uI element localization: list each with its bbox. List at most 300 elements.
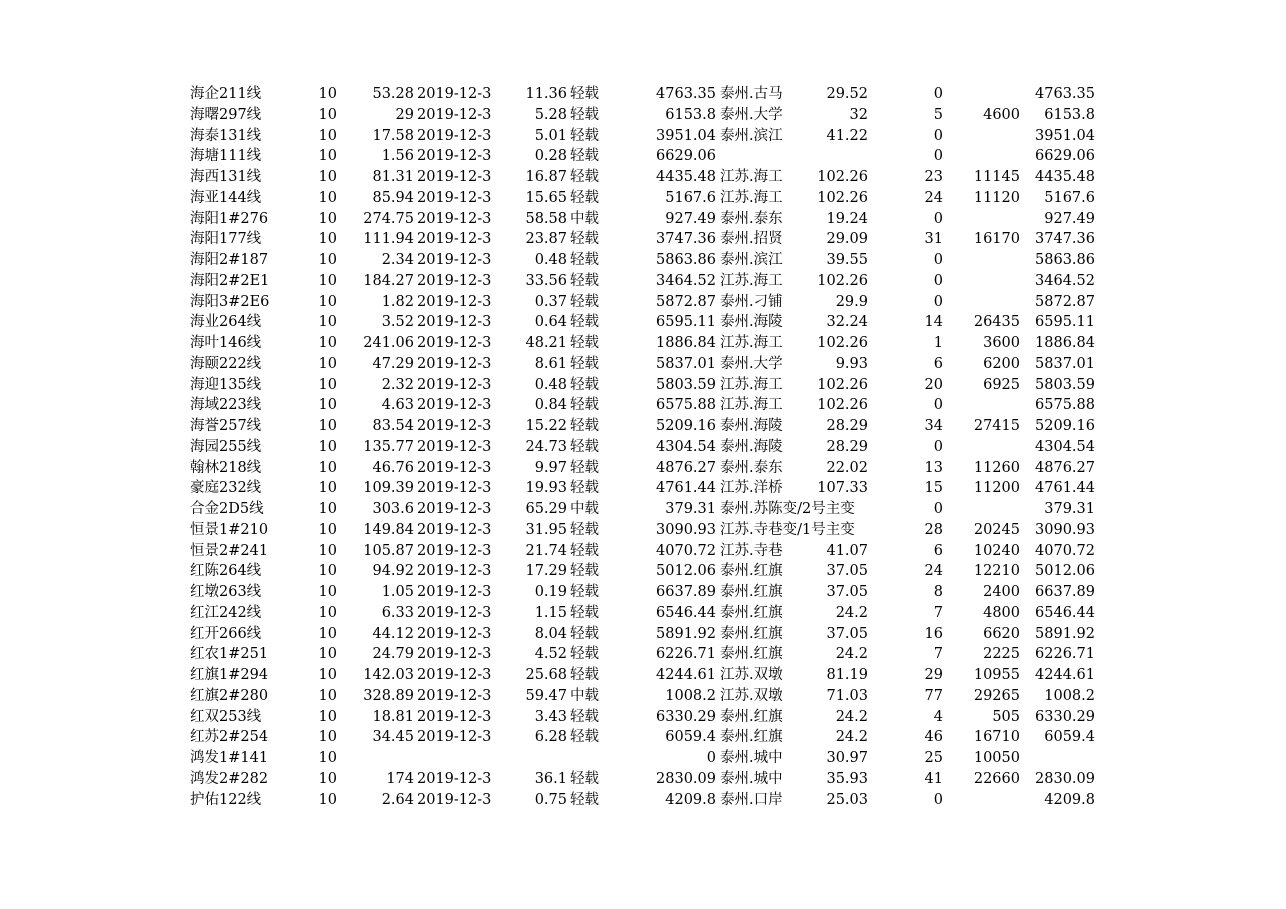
load-rate-cell[interactable]: 65.29 — [525, 501, 567, 517]
line-name-cell[interactable]: 豪庭232线 — [190, 480, 262, 497]
line-name-cell[interactable]: 合金2D5线 — [190, 501, 264, 517]
count-cell[interactable]: 28 — [924, 521, 943, 538]
available-capacity-cell[interactable]: 1886.84 — [1035, 335, 1095, 351]
length-cell[interactable]: 37.05 — [826, 625, 868, 642]
date-cell[interactable]: 2019-12-3 — [417, 210, 492, 227]
date-cell[interactable]: 2019-12-3 — [417, 86, 492, 102]
available-capacity-cell[interactable]: 4876.27 — [1035, 459, 1095, 476]
load-rate-cell[interactable]: 3.43 — [534, 708, 567, 725]
substation-cell[interactable]: 江苏.海工 — [720, 189, 783, 206]
capacity-cell[interactable]: 6629.06 — [656, 148, 716, 165]
current-cell[interactable]: 303.6 — [372, 501, 414, 517]
load-status-cell[interactable]: 轻载 — [570, 770, 599, 787]
date-cell[interactable]: 2019-12-3 — [417, 272, 492, 289]
current-cell[interactable]: 142.03 — [363, 667, 414, 683]
count-cell[interactable]: 0 — [933, 501, 943, 517]
users-cell[interactable]: 26435 — [973, 314, 1020, 331]
length-cell[interactable]: 28.29 — [826, 438, 868, 455]
current-cell[interactable]: 94.92 — [372, 563, 414, 580]
available-capacity-cell[interactable]: 1008.2 — [1044, 687, 1095, 704]
count-cell[interactable]: 1 — [933, 335, 943, 351]
capacity-cell[interactable]: 6546.44 — [656, 604, 716, 621]
date-cell[interactable]: 2019-12-3 — [417, 314, 492, 331]
substation-cell[interactable] — [720, 146, 796, 167]
load-status-cell[interactable]: 轻载 — [570, 438, 599, 455]
users-cell[interactable]: 11260 — [973, 459, 1020, 476]
available-capacity-cell[interactable]: 5209.16 — [1035, 418, 1095, 434]
current-cell[interactable]: 47.29 — [372, 355, 414, 372]
available-capacity-cell[interactable]: 2830.09 — [1035, 770, 1095, 787]
available-capacity-cell[interactable]: 6629.06 — [1035, 148, 1095, 165]
load-status-cell[interactable]: 轻载 — [570, 376, 599, 393]
load-status-cell[interactable]: 轻载 — [570, 106, 599, 123]
current-cell[interactable]: 17.58 — [372, 127, 414, 144]
load-rate-cell[interactable]: 31.95 — [525, 521, 567, 538]
users-cell[interactable]: 10240 — [973, 542, 1020, 559]
length-cell[interactable]: 32 — [849, 106, 868, 123]
current-cell[interactable]: 174 — [386, 770, 414, 787]
load-status-cell[interactable]: 中载 — [570, 687, 599, 704]
load-rate-cell[interactable]: 11.36 — [525, 86, 567, 102]
capacity-cell[interactable]: 4435.48 — [656, 169, 716, 185]
available-capacity-cell[interactable]: 3464.52 — [1035, 272, 1095, 289]
line-name-cell[interactable]: 鸿发1#141 — [190, 750, 269, 766]
date-cell[interactable]: 2019-12-3 — [417, 231, 492, 248]
voltage-cell[interactable]: 10 — [318, 189, 337, 206]
users-cell[interactable]: 11145 — [973, 169, 1020, 185]
voltage-cell[interactable]: 10 — [318, 314, 337, 331]
count-cell[interactable]: 41 — [924, 770, 943, 787]
users-cell[interactable]: 505 — [992, 708, 1020, 725]
count-cell[interactable]: 14 — [924, 314, 943, 331]
length-cell[interactable]: 28.29 — [826, 418, 868, 434]
substation-cell[interactable]: 泰州.海陵 — [720, 314, 783, 331]
load-status-cell[interactable]: 轻载 — [570, 293, 599, 310]
available-capacity-cell[interactable]: 6059.4 — [1044, 729, 1095, 746]
line-name-cell[interactable]: 红双253线 — [190, 708, 262, 725]
load-rate-cell[interactable]: 36.1 — [534, 770, 567, 787]
load-status-cell[interactable]: 轻载 — [570, 127, 599, 144]
current-cell[interactable] — [350, 748, 414, 769]
line-name-cell[interactable]: 护佑122线 — [190, 791, 262, 808]
substation-cell[interactable]: 泰州.大学 — [720, 355, 783, 372]
current-cell[interactable]: 24.79 — [372, 646, 414, 663]
line-name-cell[interactable]: 海塘111线 — [190, 148, 262, 165]
available-capacity-cell[interactable]: 927.49 — [1044, 210, 1095, 227]
users-cell[interactable]: 6200 — [983, 355, 1020, 372]
count-cell[interactable]: 23 — [924, 169, 943, 185]
available-capacity-cell[interactable]: 3951.04 — [1035, 127, 1095, 144]
capacity-cell[interactable]: 6226.71 — [656, 646, 716, 663]
load-status-cell[interactable]: 轻载 — [570, 418, 599, 434]
load-rate-cell[interactable]: 4.52 — [534, 646, 567, 663]
substation-cell[interactable]: 江苏.海工 — [720, 335, 783, 351]
available-capacity-cell[interactable]: 6546.44 — [1035, 604, 1095, 621]
count-cell[interactable]: 0 — [933, 438, 943, 455]
date-cell[interactable]: 2019-12-3 — [417, 646, 492, 663]
load-status-cell[interactable]: 轻载 — [570, 480, 599, 497]
available-capacity-cell[interactable]: 4244.61 — [1035, 667, 1095, 683]
capacity-cell[interactable]: 3747.36 — [656, 231, 716, 248]
date-cell[interactable]: 2019-12-3 — [417, 791, 492, 808]
voltage-cell[interactable]: 10 — [318, 625, 337, 642]
length-cell[interactable]: 35.93 — [826, 770, 868, 787]
substation-cell[interactable]: 泰州.大学 — [720, 106, 783, 123]
load-rate-cell[interactable]: 17.29 — [525, 563, 567, 580]
length-cell[interactable]: 41.07 — [826, 542, 868, 559]
line-name-cell[interactable]: 红陈264线 — [190, 563, 262, 580]
length-cell[interactable]: 24.2 — [835, 708, 868, 725]
date-cell[interactable]: 2019-12-3 — [417, 418, 492, 434]
capacity-cell[interactable]: 5167.6 — [665, 189, 716, 206]
length-cell[interactable]: 29.09 — [826, 231, 868, 248]
capacity-cell[interactable]: 3090.93 — [656, 521, 716, 538]
date-cell[interactable]: 2019-12-3 — [417, 148, 492, 165]
length-cell[interactable]: 29.52 — [826, 86, 868, 102]
count-cell[interactable]: 6 — [933, 542, 943, 559]
available-capacity-cell[interactable]: 6595.11 — [1035, 314, 1095, 331]
substation-cell[interactable]: 江苏.寺巷变/1号主变 — [720, 521, 855, 538]
count-cell[interactable]: 6 — [933, 355, 943, 372]
substation-cell[interactable]: 泰州.海陵 — [720, 438, 783, 455]
current-cell[interactable]: 81.31 — [372, 169, 414, 185]
substation-cell[interactable]: 泰州.海陵 — [720, 418, 783, 434]
load-status-cell[interactable]: 轻载 — [570, 148, 599, 165]
current-cell[interactable]: 53.28 — [372, 86, 414, 102]
substation-cell[interactable]: 江苏.双墩 — [720, 667, 783, 683]
capacity-cell[interactable]: 6595.11 — [656, 314, 716, 331]
load-status-cell[interactable]: 轻载 — [570, 335, 599, 351]
count-cell[interactable]: 5 — [933, 106, 943, 123]
current-cell[interactable]: 149.84 — [363, 521, 414, 538]
substation-cell[interactable]: 江苏.海工 — [720, 169, 783, 185]
users-cell[interactable]: 12210 — [973, 563, 1020, 580]
substation-cell[interactable]: 泰州.红旗 — [720, 646, 783, 663]
length-cell[interactable]: 29.9 — [835, 293, 868, 310]
available-capacity-cell[interactable]: 5803.59 — [1035, 376, 1095, 393]
users-cell[interactable] — [950, 209, 1020, 230]
line-name-cell[interactable]: 红江242线 — [190, 604, 262, 621]
line-name-cell[interactable]: 海泰131线 — [190, 127, 262, 144]
length-cell[interactable]: 107.33 — [817, 480, 868, 497]
voltage-cell[interactable]: 10 — [318, 148, 337, 165]
line-name-cell[interactable]: 海阳2#2E1 — [190, 272, 270, 289]
substation-cell[interactable]: 泰州.滨江 — [720, 127, 783, 144]
length-cell[interactable]: 22.02 — [826, 459, 868, 476]
load-rate-cell[interactable]: 0.28 — [534, 148, 567, 165]
users-cell[interactable]: 22660 — [973, 770, 1020, 787]
current-cell[interactable]: 135.77 — [363, 438, 414, 455]
line-name-cell[interactable]: 红开266线 — [190, 625, 262, 642]
count-cell[interactable]: 0 — [933, 86, 943, 102]
load-rate-cell[interactable]: 33.56 — [525, 272, 567, 289]
load-rate-cell[interactable]: 0.84 — [534, 397, 567, 414]
voltage-cell[interactable]: 10 — [318, 127, 337, 144]
load-status-cell[interactable]: 中载 — [570, 501, 599, 517]
load-rate-cell[interactable]: 5.01 — [534, 127, 567, 144]
current-cell[interactable]: 46.76 — [372, 459, 414, 476]
substation-cell[interactable]: 泰州.城中 — [720, 750, 783, 766]
length-cell[interactable]: 24.2 — [835, 604, 868, 621]
date-cell[interactable]: 2019-12-3 — [417, 252, 492, 268]
count-cell[interactable]: 7 — [933, 646, 943, 663]
line-name-cell[interactable]: 海迎135线 — [190, 376, 262, 393]
capacity-cell[interactable]: 0 — [706, 750, 716, 766]
capacity-cell[interactable]: 4070.72 — [656, 542, 716, 559]
length-cell[interactable]: 81.19 — [826, 667, 868, 683]
current-cell[interactable]: 3.52 — [381, 314, 414, 331]
voltage-cell[interactable]: 10 — [318, 542, 337, 559]
available-capacity-cell[interactable]: 6637.89 — [1035, 584, 1095, 600]
date-cell[interactable]: 2019-12-3 — [417, 106, 492, 123]
current-cell[interactable]: 44.12 — [372, 625, 414, 642]
count-cell[interactable]: 25 — [924, 750, 943, 766]
date-cell[interactable]: 2019-12-3 — [417, 584, 492, 600]
load-rate-cell[interactable]: 58.58 — [525, 210, 567, 227]
length-cell[interactable]: 37.05 — [826, 563, 868, 580]
line-name-cell[interactable]: 红农1#251 — [190, 646, 269, 663]
voltage-cell[interactable]: 10 — [318, 418, 337, 434]
load-status-cell[interactable] — [570, 748, 606, 769]
voltage-cell[interactable]: 10 — [318, 770, 337, 787]
users-cell[interactable]: 11200 — [973, 480, 1020, 497]
count-cell[interactable]: 13 — [924, 459, 943, 476]
load-rate-cell[interactable]: 48.21 — [525, 335, 567, 351]
length-cell[interactable] — [800, 499, 868, 520]
substation-cell[interactable]: 泰州.红旗 — [720, 729, 783, 746]
count-cell[interactable]: 20 — [924, 376, 943, 393]
substation-cell[interactable]: 泰州.红旗 — [720, 625, 783, 642]
available-capacity-cell[interactable]: 6330.29 — [1035, 708, 1095, 725]
count-cell[interactable]: 24 — [924, 189, 943, 206]
line-name-cell[interactable]: 海企211线 — [190, 86, 262, 102]
current-cell[interactable]: 1.05 — [381, 584, 414, 600]
load-status-cell[interactable]: 轻载 — [570, 625, 599, 642]
line-name-cell[interactable]: 翰林218线 — [190, 459, 262, 476]
current-cell[interactable]: 18.81 — [372, 708, 414, 725]
users-cell[interactable] — [950, 126, 1020, 147]
line-name-cell[interactable]: 恒景1#210 — [190, 521, 269, 538]
capacity-cell[interactable]: 1008.2 — [665, 687, 716, 704]
current-cell[interactable]: 241.06 — [363, 335, 414, 351]
capacity-cell[interactable]: 5872.87 — [656, 293, 716, 310]
line-name-cell[interactable]: 海阳2#187 — [190, 252, 269, 268]
load-status-cell[interactable]: 轻载 — [570, 397, 599, 414]
substation-cell[interactable]: 泰州.红旗 — [720, 584, 783, 600]
count-cell[interactable]: 15 — [924, 480, 943, 497]
load-status-cell[interactable]: 轻载 — [570, 646, 599, 663]
capacity-cell[interactable]: 927.49 — [665, 210, 716, 227]
count-cell[interactable]: 0 — [933, 127, 943, 144]
load-rate-cell[interactable]: 16.87 — [525, 169, 567, 185]
date-cell[interactable]: 2019-12-3 — [417, 127, 492, 144]
available-capacity-cell[interactable]: 3747.36 — [1035, 231, 1095, 248]
load-rate-cell[interactable]: 0.37 — [534, 293, 567, 310]
voltage-cell[interactable]: 10 — [318, 231, 337, 248]
load-rate-cell[interactable]: 0.75 — [534, 791, 567, 808]
count-cell[interactable]: 4 — [933, 708, 943, 725]
count-cell[interactable]: 0 — [933, 148, 943, 165]
load-status-cell[interactable]: 轻载 — [570, 667, 599, 683]
voltage-cell[interactable]: 10 — [318, 563, 337, 580]
length-cell[interactable]: 102.26 — [817, 169, 868, 185]
length-cell[interactable]: 102.26 — [817, 335, 868, 351]
date-cell[interactable]: 2019-12-3 — [417, 480, 492, 497]
date-cell[interactable]: 2019-12-3 — [417, 708, 492, 725]
load-rate-cell[interactable]: 5.28 — [534, 106, 567, 123]
date-cell[interactable]: 2019-12-3 — [417, 687, 492, 704]
available-capacity-cell[interactable]: 6153.8 — [1044, 106, 1095, 123]
voltage-cell[interactable]: 10 — [318, 708, 337, 725]
count-cell[interactable]: 0 — [933, 252, 943, 268]
current-cell[interactable]: 1.82 — [381, 293, 414, 310]
line-name-cell[interactable]: 海叶146线 — [190, 335, 262, 351]
users-cell[interactable]: 6620 — [983, 625, 1020, 642]
users-cell[interactable]: 4800 — [983, 604, 1020, 621]
load-rate-cell[interactable]: 21.74 — [525, 542, 567, 559]
substation-cell[interactable]: 江苏.双墩 — [720, 687, 783, 704]
capacity-cell[interactable]: 6330.29 — [656, 708, 716, 725]
load-status-cell[interactable]: 轻载 — [570, 604, 599, 621]
load-status-cell[interactable]: 轻载 — [570, 708, 599, 725]
length-cell[interactable]: 102.26 — [817, 272, 868, 289]
length-cell[interactable] — [800, 146, 868, 167]
date-cell[interactable]: 2019-12-3 — [417, 189, 492, 206]
date-cell[interactable]: 2019-12-3 — [417, 563, 492, 580]
voltage-cell[interactable]: 10 — [318, 106, 337, 123]
count-cell[interactable]: 46 — [924, 729, 943, 746]
load-status-cell[interactable]: 轻载 — [570, 542, 599, 559]
available-capacity-cell[interactable]: 5837.01 — [1035, 355, 1095, 372]
load-rate-cell[interactable]: 1.15 — [534, 604, 567, 621]
available-capacity-cell[interactable]: 5891.92 — [1035, 625, 1095, 642]
count-cell[interactable]: 77 — [924, 687, 943, 704]
length-cell[interactable]: 19.24 — [826, 210, 868, 227]
capacity-cell[interactable]: 5837.01 — [656, 355, 716, 372]
capacity-cell[interactable]: 5803.59 — [656, 376, 716, 393]
substation-cell[interactable]: 泰州.红旗 — [720, 604, 783, 621]
capacity-cell[interactable]: 4763.35 — [656, 86, 716, 102]
voltage-cell[interactable]: 10 — [318, 687, 337, 704]
line-name-cell[interactable]: 海颐222线 — [190, 355, 262, 372]
current-cell[interactable]: 2.64 — [381, 791, 414, 808]
users-cell[interactable] — [950, 84, 1020, 105]
load-status-cell[interactable]: 轻载 — [570, 355, 599, 372]
users-cell[interactable] — [950, 146, 1020, 167]
users-cell[interactable]: 10050 — [973, 750, 1020, 766]
voltage-cell[interactable]: 10 — [318, 667, 337, 683]
load-status-cell[interactable]: 轻载 — [570, 169, 599, 185]
load-status-cell[interactable]: 轻载 — [570, 86, 599, 102]
count-cell[interactable]: 34 — [924, 418, 943, 434]
voltage-cell[interactable]: 10 — [318, 501, 337, 517]
current-cell[interactable]: 184.27 — [363, 272, 414, 289]
voltage-cell[interactable]: 10 — [318, 646, 337, 663]
count-cell[interactable]: 0 — [933, 293, 943, 310]
voltage-cell[interactable]: 10 — [318, 252, 337, 268]
substation-cell[interactable]: 泰州.滨江 — [720, 252, 783, 268]
substation-cell[interactable]: 泰州.泰东 — [720, 210, 783, 227]
date-cell[interactable]: 2019-12-3 — [417, 355, 492, 372]
date-cell[interactable]: 2019-12-3 — [417, 667, 492, 683]
line-name-cell[interactable]: 海阳3#2E6 — [190, 293, 270, 310]
load-rate-cell[interactable]: 0.19 — [534, 584, 567, 600]
capacity-cell[interactable]: 6059.4 — [665, 729, 716, 746]
load-status-cell[interactable]: 轻载 — [570, 521, 599, 538]
date-cell[interactable]: 2019-12-3 — [417, 376, 492, 393]
voltage-cell[interactable]: 10 — [318, 438, 337, 455]
count-cell[interactable]: 31 — [924, 231, 943, 248]
users-cell[interactable]: 20245 — [973, 521, 1020, 538]
length-cell[interactable]: 24.2 — [835, 646, 868, 663]
available-capacity-cell[interactable]: 4209.8 — [1044, 791, 1095, 808]
substation-cell[interactable]: 江苏.海工 — [720, 376, 783, 393]
load-rate-cell[interactable]: 23.87 — [525, 231, 567, 248]
line-name-cell[interactable]: 红苏2#254 — [190, 729, 269, 746]
voltage-cell[interactable]: 10 — [318, 210, 337, 227]
capacity-cell[interactable]: 5863.86 — [656, 252, 716, 268]
current-cell[interactable]: 6.33 — [381, 604, 414, 621]
current-cell[interactable]: 2.32 — [381, 376, 414, 393]
load-status-cell[interactable]: 轻载 — [570, 314, 599, 331]
users-cell[interactable] — [950, 437, 1020, 458]
available-capacity-cell[interactable]: 4763.35 — [1035, 86, 1095, 102]
length-cell[interactable]: 24.2 — [835, 729, 868, 746]
load-rate-cell[interactable]: 15.22 — [525, 418, 567, 434]
current-cell[interactable]: 85.94 — [372, 189, 414, 206]
substation-cell[interactable]: 泰州.古马 — [720, 86, 783, 102]
length-cell[interactable]: 25.03 — [826, 791, 868, 808]
length-cell[interactable] — [800, 520, 868, 541]
capacity-cell[interactable]: 3951.04 — [656, 127, 716, 144]
substation-cell[interactable]: 泰州.泰东 — [720, 459, 783, 476]
count-cell[interactable]: 0 — [933, 210, 943, 227]
capacity-cell[interactable]: 3464.52 — [656, 272, 716, 289]
users-cell[interactable]: 2400 — [983, 584, 1020, 600]
length-cell[interactable]: 32.24 — [826, 314, 868, 331]
users-cell[interactable] — [950, 271, 1020, 292]
load-status-cell[interactable]: 轻载 — [570, 252, 599, 268]
current-cell[interactable]: 328.89 — [363, 687, 414, 704]
current-cell[interactable]: 105.87 — [363, 542, 414, 559]
substation-cell[interactable]: 江苏.寺巷 — [720, 542, 783, 559]
users-cell[interactable]: 16710 — [973, 729, 1020, 746]
users-cell[interactable]: 2225 — [983, 646, 1020, 663]
date-cell[interactable] — [417, 748, 490, 769]
date-cell[interactable]: 2019-12-3 — [417, 521, 492, 538]
voltage-cell[interactable]: 10 — [318, 86, 337, 102]
substation-cell[interactable]: 泰州.苏陈变/2号主变 — [720, 501, 855, 517]
length-cell[interactable]: 9.93 — [835, 355, 868, 372]
voltage-cell[interactable]: 10 — [318, 604, 337, 621]
substation-cell[interactable]: 江苏.洋桥 — [720, 480, 783, 497]
available-capacity-cell[interactable]: 3090.93 — [1035, 521, 1095, 538]
line-name-cell[interactable]: 海亚144线 — [190, 189, 262, 206]
date-cell[interactable]: 2019-12-3 — [417, 501, 492, 517]
substation-cell[interactable]: 泰州.口岸 — [720, 791, 783, 808]
available-capacity-cell[interactable]: 5872.87 — [1035, 293, 1095, 310]
line-name-cell[interactable]: 海阳177线 — [190, 231, 262, 248]
capacity-cell[interactable]: 6153.8 — [665, 106, 716, 123]
load-status-cell[interactable]: 轻载 — [570, 459, 599, 476]
count-cell[interactable]: 8 — [933, 584, 943, 600]
line-name-cell[interactable]: 红旗1#294 — [190, 667, 269, 683]
users-cell[interactable]: 10955 — [973, 667, 1020, 683]
load-rate-cell[interactable]: 0.48 — [534, 252, 567, 268]
available-capacity-cell[interactable]: 6226.71 — [1035, 646, 1095, 663]
load-status-cell[interactable]: 轻载 — [570, 231, 599, 248]
load-status-cell[interactable]: 轻载 — [570, 791, 599, 808]
